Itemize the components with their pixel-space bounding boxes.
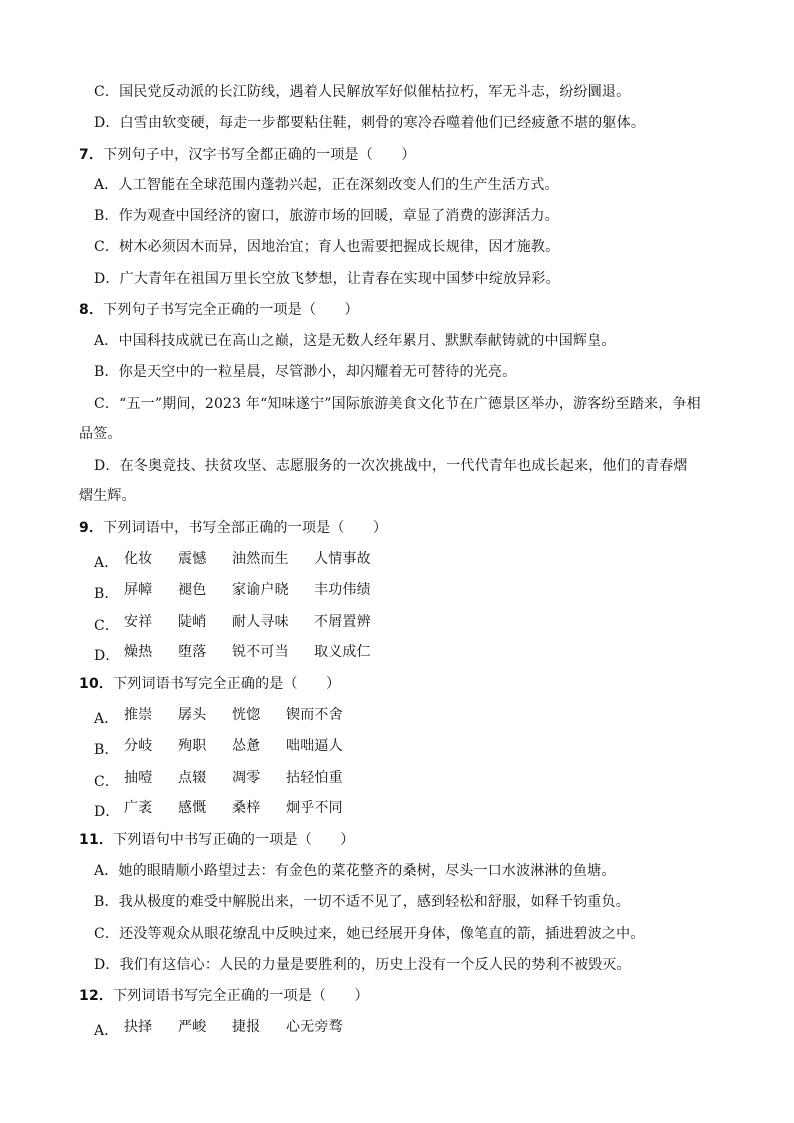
option-line (94, 458, 688, 474)
question-text: 下列句子书写完全正确的一项是（ ） (103, 302, 359, 318)
question-stem (79, 676, 340, 692)
option-label: D． (94, 804, 120, 820)
question-stem (79, 988, 369, 1004)
option-label: A． (94, 863, 119, 879)
option-label: A． (94, 1023, 119, 1039)
option-word: 桑梓 (232, 800, 261, 816)
option-word: 炯乎不同 (286, 800, 343, 816)
option-text: 广大青年在祖国万里长空放飞梦想，让青春在实现中国梦中绽放异彩。 (119, 271, 560, 287)
option-label: B． (94, 364, 119, 380)
option-label: D． (94, 458, 120, 474)
option-text: 树木必须因木而异，因地治宜；育人也需要把握成长规律，因才施教。 (119, 239, 560, 255)
option-word: 殉职 (178, 738, 207, 754)
option-line (94, 957, 631, 973)
option-word: 堕落 (178, 644, 207, 660)
option-text: 我们有这信心：人民的力量是要胜利的，历史上没有一个反人民的势利不被毁灭。 (119, 957, 631, 973)
option-label: D． (94, 648, 120, 664)
option-line (94, 333, 616, 349)
question-text: 下列词语书写完全正确的是（ ） (113, 676, 341, 692)
option-label: C． (94, 618, 120, 634)
question-number: 7． (79, 147, 104, 163)
option-label: C． (94, 926, 120, 942)
word-option-line (94, 551, 424, 571)
question-number: 8． (79, 302, 104, 318)
option-word: 凋零 (232, 770, 261, 786)
option-label: A． (94, 711, 119, 727)
word-option-line (94, 770, 424, 790)
option-label: B． (94, 586, 119, 602)
option-line (94, 115, 645, 131)
option-word: 油然而生 (232, 551, 289, 567)
word-option-line (94, 800, 424, 820)
question-stem (79, 832, 355, 848)
option-word: 家谕户晓 (232, 582, 289, 598)
option-continuation: 熠生辉。 (79, 488, 136, 504)
option-text: 白雪由软变硬，每走一步都要粘住鞋，刺骨的寒冷吞噬着他们已经疲惫不堪的躯体。 (119, 115, 646, 131)
option-word: 褪色 (178, 582, 207, 598)
question-text: 下列词语中，书写全部正确的一项是（ ） (103, 520, 388, 536)
option-text: 在冬奥竞技、扶贫攻坚、志愿服务的一次次挑战中，一代代青年也成长起来，他们的青春熠 (119, 458, 688, 474)
option-label: C． (94, 239, 120, 255)
word-option-line (94, 738, 424, 758)
question-stem (79, 302, 359, 318)
question-number: 9． (79, 520, 104, 536)
word-option-line (94, 1019, 424, 1039)
option-continuation: 品签。 (79, 426, 122, 442)
option-word: 咄咄逼人 (286, 738, 343, 754)
option-word: 抉择 (124, 1019, 153, 1035)
word-option-line (94, 614, 424, 634)
option-word: 耐人寻味 (232, 614, 289, 630)
option-word: 广袤 (124, 800, 153, 816)
question-text: 下列语句中书写正确的一项是（ ） (113, 832, 355, 848)
option-text: 她的眼睛顺小路望过去：有金色的菜花整齐的桑树，尽头一口水波淋淋的鱼塘。 (118, 863, 616, 879)
option-word: 怂惫 (232, 738, 261, 754)
option-word: 不屑置辨 (314, 614, 371, 630)
option-word: 人情事故 (314, 551, 371, 567)
option-word: 拈轻怕重 (286, 770, 343, 786)
option-line (94, 863, 616, 879)
option-word: 安祥 (124, 614, 153, 630)
option-word: 捷报 (232, 1019, 261, 1035)
word-option-line (94, 707, 424, 727)
option-label: C． (94, 396, 120, 412)
option-label: A． (94, 177, 119, 193)
option-text: 还没等观众从眼花缭乱中反映过来，她已经展开身体，像笔直的箭，插进碧波之中。 (119, 926, 645, 942)
option-line (94, 208, 559, 224)
question-number: 11． (79, 832, 114, 848)
option-text: 国民党反动派的长江防线，遇着人民解放军好似催枯拉朽，军无斗志，纷纷圜退。 (119, 84, 631, 100)
option-word: 心无旁骛 (286, 1019, 343, 1035)
option-word: 锲而不舍 (286, 707, 343, 723)
option-word: 孱头 (178, 707, 207, 723)
option-label: A． (94, 555, 119, 571)
option-word: 陡峭 (178, 614, 207, 630)
option-word: 推崇 (124, 707, 153, 723)
option-word: 燥热 (124, 644, 153, 660)
option-line (94, 364, 516, 380)
option-word: 点辍 (178, 770, 207, 786)
question-number: 12． (79, 988, 114, 1004)
question-stem (79, 520, 387, 536)
option-label: B． (94, 742, 119, 758)
option-label: A． (94, 333, 119, 349)
option-label: D． (94, 115, 120, 131)
question-number: 10． (79, 676, 114, 692)
option-line (94, 894, 630, 910)
option-text: 中国科技成就已在高山之巅，这是无数人经年累月、默默奉献铸就的中国辉皇。 (118, 333, 616, 349)
option-label: D． (94, 957, 120, 973)
option-word: 分岐 (124, 738, 153, 754)
option-word: 感慨 (178, 800, 207, 816)
word-option-line (94, 582, 424, 602)
option-word: 严峻 (178, 1019, 207, 1035)
option-line (94, 84, 630, 100)
option-word: 取义成仁 (314, 644, 371, 660)
option-text: 你是天空中的一粒星晨，尽管渺小，却闪耀着无可替待的光亮。 (118, 364, 517, 380)
option-line (94, 239, 559, 255)
question-text: 下列词语书写完全正确的一项是（ ） (113, 988, 369, 1004)
option-label: B． (94, 208, 119, 224)
option-word: 屏幛 (124, 582, 153, 598)
option-text: 作为观查中国经济的窗口，旅游市场的回暖，章显了消费的澎湃活力。 (118, 208, 559, 224)
word-option-line (94, 644, 424, 664)
option-text: 我从极度的难受中解脱出来，一切不适不见了，感到轻松和舒服，如释千钧重负。 (118, 894, 630, 910)
option-word: 抽噎 (124, 770, 153, 786)
question-text: 下列句子中，汉字书写全都正确的一项是（ ） (103, 147, 416, 163)
option-word: 化妆 (124, 551, 153, 567)
option-line (94, 396, 701, 412)
option-label: B． (94, 894, 119, 910)
option-line (94, 271, 560, 287)
option-word: 丰功伟绩 (314, 582, 371, 598)
option-word: 恍惚 (232, 707, 261, 723)
question-stem (79, 147, 416, 163)
option-text: “五一”期间，2023 年“知味遂宁”国际旅游美食文化节在广德景区举办，游客纷至踏来，争相 (119, 396, 701, 412)
option-label: C． (94, 84, 120, 100)
option-line (94, 177, 559, 193)
option-label: C． (94, 774, 120, 790)
option-line (94, 926, 645, 942)
option-label: D． (94, 271, 120, 287)
option-word: 锐不可当 (232, 644, 289, 660)
option-word: 震憾 (178, 551, 207, 567)
option-text: 人工智能在全球范围内蓬勃兴起，正在深刻改变人们的生产生活方式。 (118, 177, 559, 193)
